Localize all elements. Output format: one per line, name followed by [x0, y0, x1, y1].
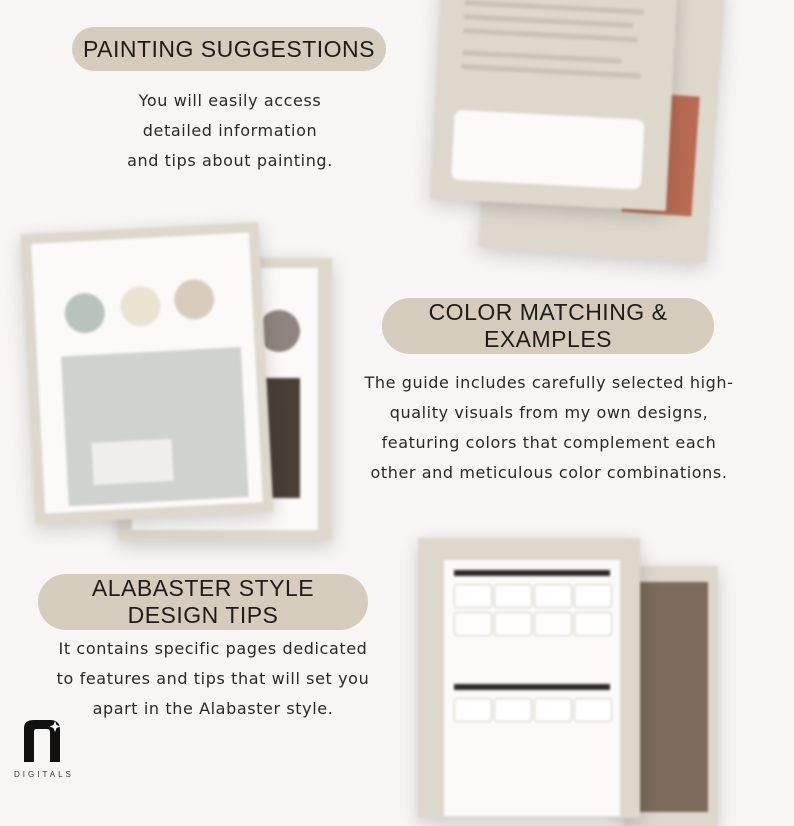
painting-line-3: and tips about painting.: [127, 151, 333, 170]
painting-line-1: You will easily access: [138, 91, 322, 110]
alabaster-title-line-2: DESIGN TIPS: [127, 602, 279, 628]
color-line-4: other and meticulous color combinations.: [370, 463, 728, 482]
alabaster-line-1: It contains specific pages dedicated: [58, 639, 368, 658]
brand-name: DIGITALS: [14, 770, 74, 779]
brand-logo-icon: [22, 718, 64, 762]
color-matching-title-line-1: COLOR MATCHING &: [428, 299, 668, 325]
color-page-front: [21, 222, 274, 524]
alabaster-line-2: to features and tips that will set you: [56, 669, 370, 688]
alabaster-style-text: [30, 634, 396, 724]
color-matching-title-line-2: EXAMPLES: [484, 326, 612, 352]
painting-suggestions-heading: [72, 27, 386, 71]
alabaster-line-3: apart in the Alabaster style.: [92, 699, 334, 718]
alabaster-title-line-1: ALABASTER STYLE: [91, 575, 315, 601]
painting-suggestions-title: PAINTING SUGGESTIONS: [83, 35, 375, 62]
color-matching-text: [344, 368, 754, 488]
color-line-3: featuring colors that complement each: [381, 433, 717, 452]
color-matching-heading: [382, 298, 714, 354]
painting-line-2: detailed information: [142, 121, 318, 140]
color-line-2: quality visuals from my own designs,: [389, 403, 709, 422]
painting-suggestions-text: [80, 86, 380, 176]
painting-page-front: [430, 0, 678, 211]
alabaster-page-front: [418, 538, 640, 818]
alabaster-style-heading: [38, 574, 368, 630]
color-line-1: The guide includes carefully selected high-: [364, 373, 734, 392]
